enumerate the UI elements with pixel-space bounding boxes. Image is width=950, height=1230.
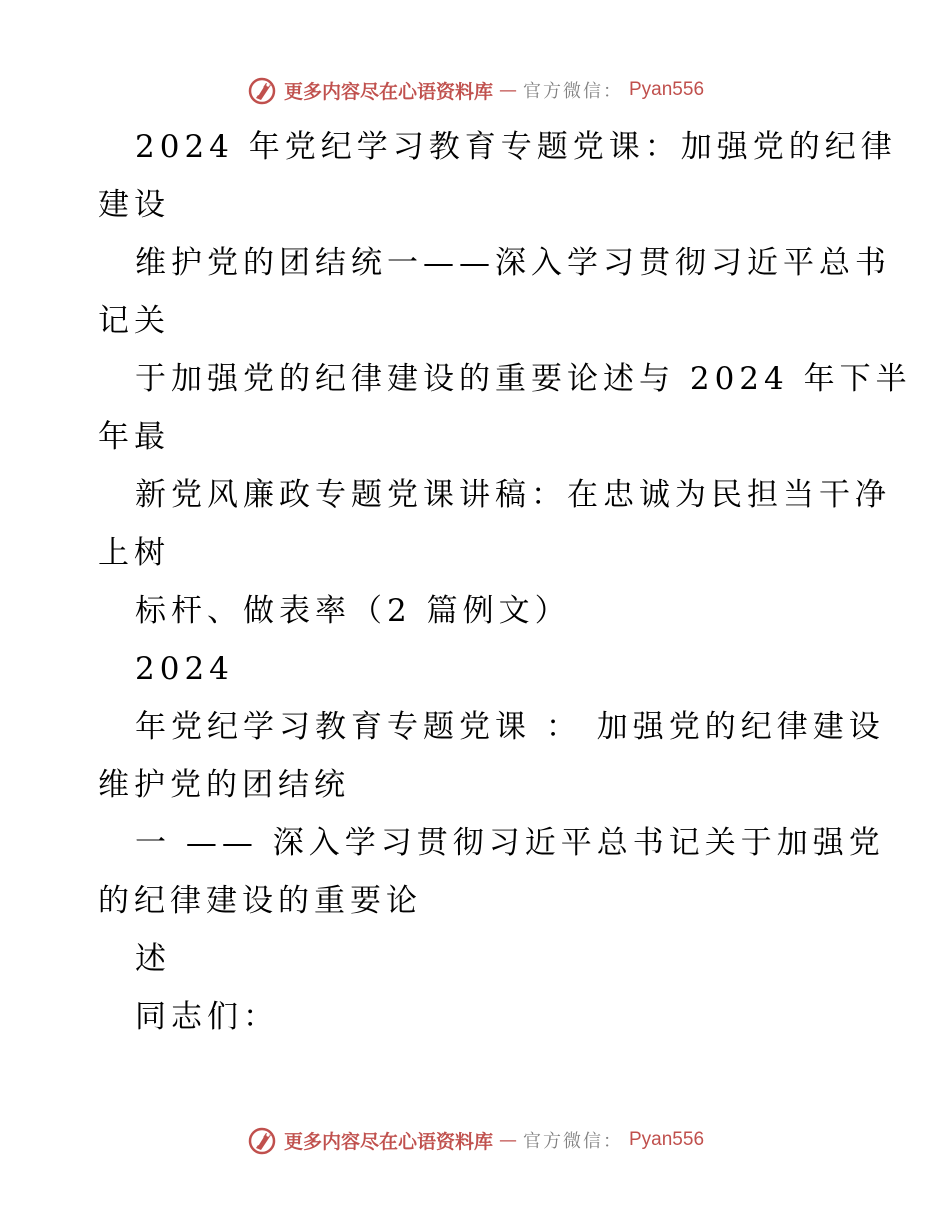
text-line: 上树 — [98, 535, 170, 571]
text-line: 一 —— 深入学习贯彻习近平总书记关于加强党 — [135, 825, 885, 861]
text-line: 建设 — [98, 187, 170, 223]
text-line: 年最 — [98, 419, 170, 455]
watermark-wechat-label: 官方微信： — [523, 81, 623, 102]
text-line: 2024 — [135, 651, 234, 687]
header-watermark — [0, 72, 950, 108]
text-line: 维护党的团结统 — [98, 767, 350, 803]
text-line: 2024 年党纪学习教育专题党课：加强党的纪律 — [135, 129, 897, 165]
watermark-separator: — — [499, 1129, 517, 1151]
footer-watermark — [0, 1122, 950, 1158]
text-line: 记关 — [98, 303, 170, 339]
watermark-wechat-id: Pyan556 — [629, 1129, 705, 1150]
watermark-text: 更多内容尽在心语资料库 — [283, 80, 493, 103]
text-line: 的纪律建设的重要论 — [98, 883, 422, 919]
pen-nib-logo-icon — [246, 1124, 278, 1156]
document-body — [98, 118, 912, 1046]
text-line: 维护党的团结统一——深入学习贯彻习近平总书 — [135, 245, 891, 281]
watermark-separator: — — [499, 79, 517, 101]
watermark-wechat-id: Pyan556 — [629, 79, 705, 100]
pen-nib-logo-icon — [246, 74, 278, 106]
text-line: 述 — [135, 941, 171, 977]
watermark-text: 更多内容尽在心语资料库 — [283, 1130, 493, 1153]
text-line: 年党纪学习教育专题党课 ： 加强党的纪律建设 — [135, 709, 885, 745]
watermark-wechat-label: 官方微信： — [523, 1131, 623, 1152]
salutation: 同志们： — [135, 999, 279, 1035]
text-line: 新党风廉政专题党课讲稿：在忠诚为民担当干净 — [135, 477, 891, 513]
text-line: 于加强党的纪律建设的重要论述与 2024 年下半 — [135, 361, 912, 397]
text-line: 标杆、做表率（2 篇例文） — [135, 593, 571, 629]
